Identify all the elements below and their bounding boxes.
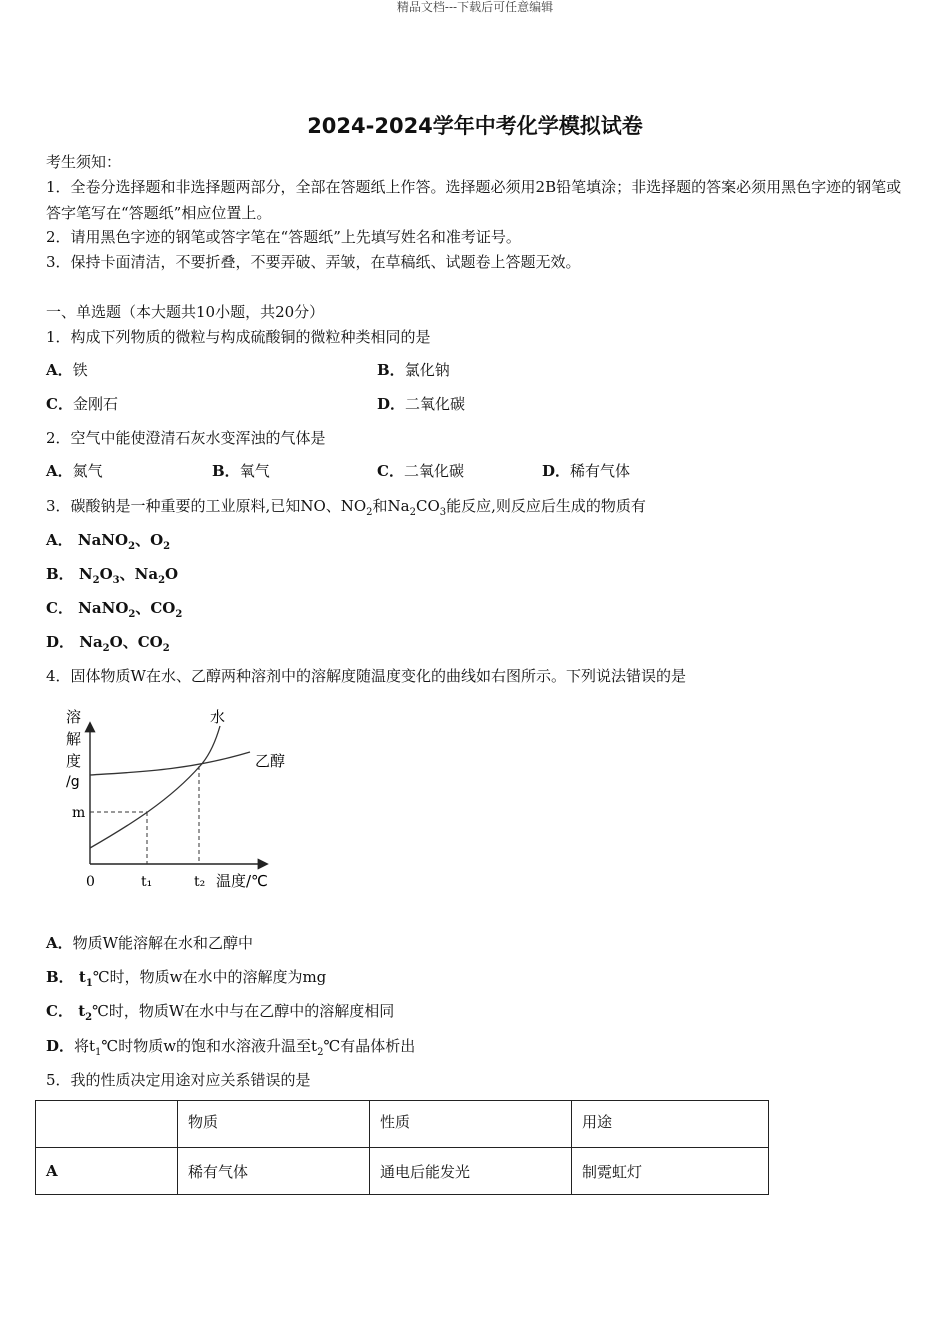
- table-header-cell: 用途: [572, 1101, 769, 1148]
- table-cell: A: [36, 1148, 178, 1195]
- notice-item-2: 2．请用黑色字迹的钢笔或答字笔在“答题纸”上先填写姓名和准考证号。: [46, 228, 521, 246]
- q3-option-a[interactable]: A． NaNO$_2$、$O_2$: [46, 531, 171, 552]
- y-label-1: 溶: [66, 708, 82, 726]
- q1-option-b[interactable]: B．氯化钠: [377, 361, 450, 379]
- q5-stem: 5．我的性质决定用途对应关系错误的是: [46, 1071, 311, 1089]
- q3-option-b[interactable]: B． $N_2O_3$、$Na_2O$: [46, 565, 179, 586]
- q3-option-c[interactable]: C． NaNO$_2$、$CO_2$: [46, 599, 183, 620]
- table-header-cell: 物质: [178, 1101, 370, 1148]
- y-label-3: 度: [66, 752, 82, 770]
- notice-item-1: 1．全卷分选择题和非选择题两部分，全部在答题纸上作答。选择题必须用2B铅笔填涂；非选择题的答案必须用黑色字迹的钢笔或答字笔写在“答题纸”相应位置上。: [46, 178, 902, 222]
- x-label: 温度/℃: [216, 872, 268, 890]
- table-row: [36, 1148, 769, 1195]
- q1-stem: 1．构成下列物质的微粒与构成硫酸铜的微粒种类相同的是: [46, 328, 431, 346]
- water-label: 水: [210, 708, 226, 726]
- q2-option-c[interactable]: C．二氧化碳: [377, 462, 464, 480]
- water-curve: [90, 726, 220, 848]
- notice-item-3: 3．保持卡面清洁，不要折叠，不要弄破、弄皱，在草稿纸、试题卷上答题无效。: [46, 253, 581, 271]
- q2-stem: 2．空气中能使澄清石灰水变浑浊的气体是: [46, 429, 326, 447]
- q2-option-b[interactable]: B．氧气: [212, 462, 270, 480]
- page-header: 精品文档---下载后可任意编辑: [396, 0, 554, 14]
- table-cell: 制霓虹灯: [572, 1148, 769, 1195]
- table-header-cell: [36, 1101, 178, 1148]
- q4-option-d[interactable]: D．将$t_1℃$时物质w的饱和水溶液升温至$t_2℃$有晶体析出: [46, 1037, 416, 1058]
- exam-title: 2024-2024学年中考化学模拟试卷: [307, 114, 643, 138]
- m-label: m: [72, 805, 86, 821]
- ethanol-curve: [90, 752, 250, 775]
- q4-option-c[interactable]: C． $t_2℃$时，物质W在水中与在乙醇中的溶解度相同: [46, 1002, 395, 1023]
- q3-stem: 3．碳酸钠是一种重要的工业原料,已知NO、$NO_2$和$Na_2CO_3$能反应,则反应后生成的物质有: [46, 497, 646, 518]
- section-heading: 一、单选题（本大题共10小题，共20分）: [46, 303, 325, 321]
- q1-option-c[interactable]: C．金刚石: [46, 395, 118, 413]
- q5-table: [35, 1100, 769, 1195]
- t1-label: t₁: [141, 874, 153, 890]
- q2-option-a[interactable]: A．氮气: [46, 462, 103, 480]
- q4-option-b[interactable]: B． $t_1℃$时，物质w在水中的溶解度为mg: [46, 968, 327, 989]
- q1-option-d[interactable]: D．二氧化碳: [377, 395, 466, 413]
- notice-heading: 考生须知：: [46, 153, 122, 171]
- table-header-cell: 性质: [370, 1101, 572, 1148]
- y-label-4: /g: [66, 774, 80, 790]
- y-label-2: 解: [66, 730, 82, 748]
- q4-option-a[interactable]: A．物质W能溶解在水和乙醇中: [46, 934, 254, 952]
- table-header-row: [36, 1101, 769, 1148]
- ethanol-label: 乙醇: [255, 752, 286, 770]
- table-cell: 稀有气体: [178, 1148, 370, 1195]
- q2-option-d[interactable]: D．稀有气体: [542, 462, 631, 480]
- t2-label: t₂: [194, 874, 206, 890]
- solubility-graph: [60, 700, 300, 900]
- origin-label: 0: [86, 874, 95, 890]
- q1-option-a[interactable]: A．铁: [46, 361, 88, 379]
- q4-stem: 4．固体物质W在水、乙醇两种溶剂中的溶解度随温度变化的曲线如右图所示。下列说法错误的是: [46, 667, 686, 685]
- table-cell: 通电后能发光: [370, 1148, 572, 1195]
- q3-option-d[interactable]: D． $Na_2O$、$CO_2$: [46, 633, 170, 654]
